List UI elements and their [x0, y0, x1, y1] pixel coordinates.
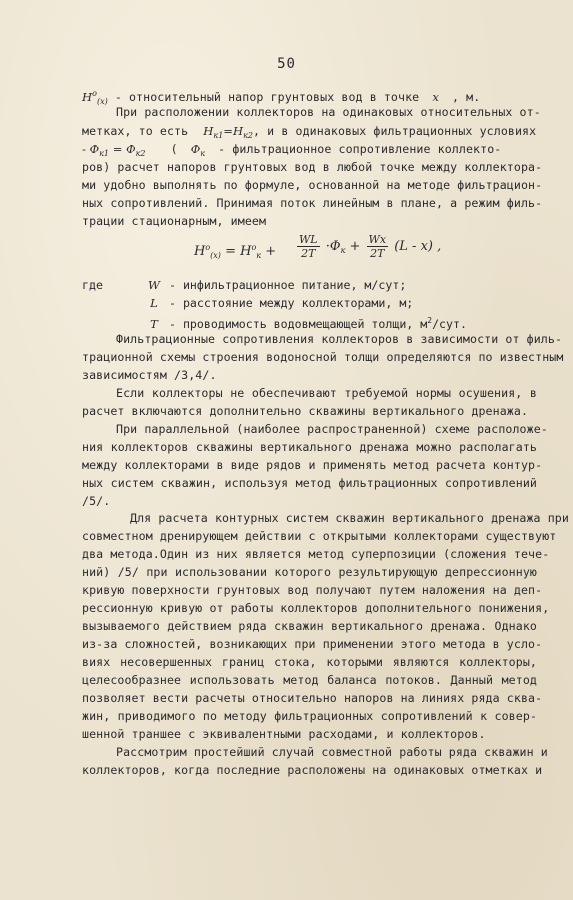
text-line: При параллельной (наиболее распространенной) схеме расположе-: [116, 422, 548, 436]
text-line: совместном дренирующем действии с открытыми коллекторами существуют: [82, 529, 557, 543]
text-line: виях несовершенных границ стока, которыми являются коллекторы,: [82, 655, 537, 669]
text-line: ных систем скважин, используя метод фильтрационных сопротивлений: [82, 476, 537, 490]
definition-L: L - расстояние между коллекторами, м;: [150, 296, 414, 310]
definition-W: где W - инфильтрационное питание, м/сут;: [82, 278, 407, 292]
text-line: $H^o_{(x)}$ - относительный напор грунтовых вод в точке x , м.: [82, 89, 481, 106]
text-line: Если коллекторы не обеспечивают требуемой нормы осушения, в: [116, 386, 537, 400]
text-line: Фильтрационные сопротивления коллекторов в зависимости от филь-: [116, 332, 563, 346]
text-line: ми удобно выполнять по формуле, основанной на методе фильтрацион-: [82, 178, 543, 192]
text-line: целесообразнее использовать метод баланса потоков. Данный метод: [82, 673, 537, 687]
text-line: трационной схемы строения водоносной толщи определяются по известным: [82, 350, 564, 364]
text-line: ров) расчет напоров грунтовых вод в любой точке между коллектора-: [82, 160, 543, 174]
text-line: ных сопротивлений. Принимая поток линейным в плане, а режим филь-: [82, 196, 543, 210]
text-line: При расположении коллекторов на одинаковых относительных от-: [116, 105, 541, 119]
text-line: метках, то есть $H_{к1}=H_{к2}$, и в одинаковых фильтрационных условиях: [82, 124, 537, 140]
text-line: кривую поверхности грунтовых вод получают путем наложения на деп-: [82, 583, 543, 597]
text-line: ний) /5/ при использовании которого результирующую депрессионную: [82, 565, 537, 579]
text-line: расчет включаются дополнительно скважины вертикального дренажа.: [82, 404, 529, 418]
text-line: вызываемого действием ряда скважин вертикального дренажа. Однако: [82, 619, 537, 633]
text-line: трации стационарным, имеем: [82, 214, 267, 228]
symbol-H: $H^o_{(x)}$: [82, 89, 108, 106]
text-line: позволяет вести расчеты относительно напоров на линиях ряда сква-: [82, 691, 543, 705]
text-line: из-за сложностей, возникающих при применении этого метода в усло-: [82, 637, 543, 651]
text-line: коллекторов, когда последние расположены на одинаковых отметках и: [82, 763, 543, 777]
text-line: /5/.: [82, 494, 111, 508]
text-line: Для расчета контурных систем скважин вертикального дренажа при: [130, 511, 569, 525]
text-line: ния коллекторов скважины вертикального дренажа можно располагать: [82, 440, 537, 454]
text-line: шенной траншее с эквивалентными расходами, и коллекторов.: [82, 727, 486, 741]
page-number: 50: [277, 56, 296, 72]
definition-T: T - проводимость водовмещающей толщи, $м^2$/сут.: [150, 316, 467, 331]
text-line: - $\Phi_{к1} = \Phi_{к2}$ ( $\Phi_к$ - фильтрационное сопротивление коллекто-: [82, 142, 502, 158]
text-line: между коллекторами в виде рядов и применять метод расчета контур-: [82, 458, 543, 472]
text-line: зависимостям /3,4/.: [82, 368, 217, 382]
text-line: Рассмотрим простейший случай совместной работы ряда скважин и: [116, 745, 548, 759]
text-line: рессионную кривую от работы коллекторов дополнительного понижения,: [82, 601, 550, 615]
text-line: жин, приводимого по методу фильтрационных сопротивлений к совер-: [82, 709, 537, 723]
text-line: два метода.Один из них является метод суперпозиции (сложения тече-: [82, 547, 550, 561]
equation-2: $H^o_{(x)} = H^o_к$ + $\frac{WL}{2T}$ $\cdot\Phi_к$ + $\frac{Wx}{2T}$ (L - x) ,: [194, 233, 442, 260]
